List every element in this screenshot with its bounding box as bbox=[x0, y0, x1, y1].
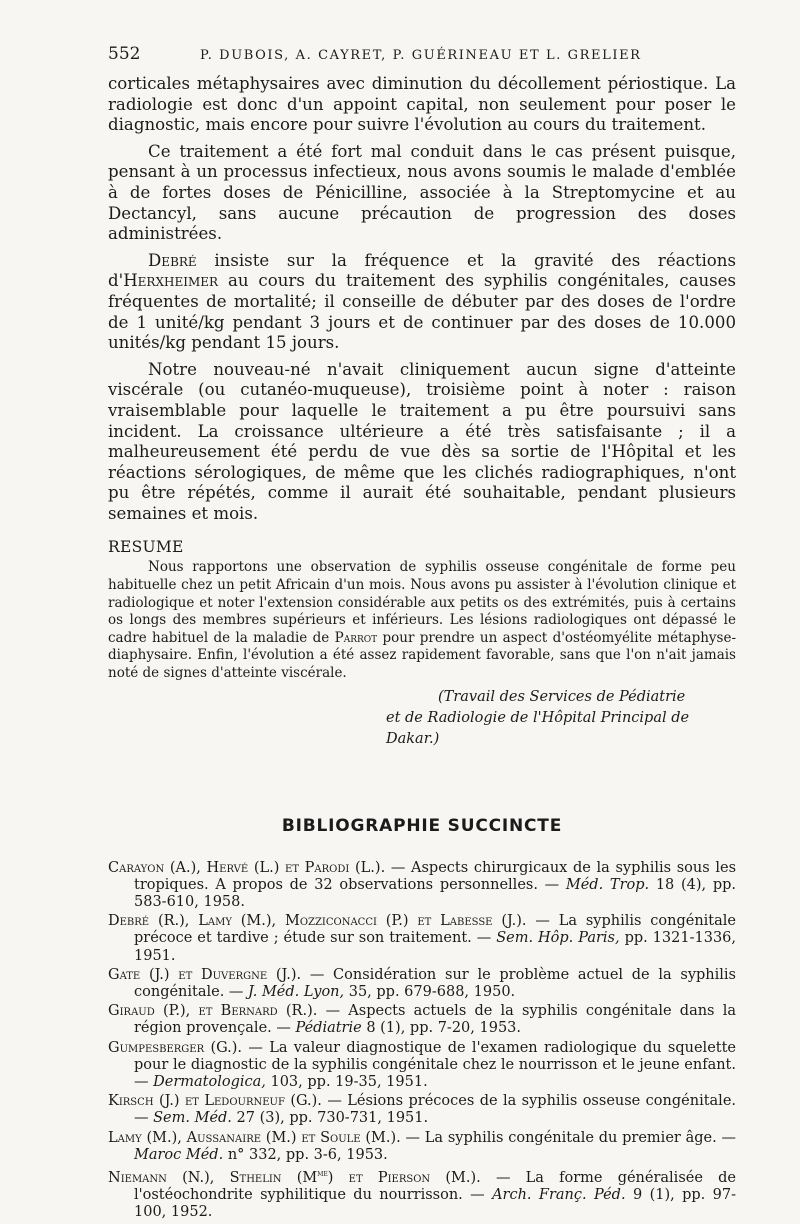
reference-item: Giraud (P.), et Bernard (R.). — Aspects actuels de la syphilis congénitale dans la région provençale. — Pédiatrie 8 (1), pp. 7-20, 1953. bbox=[108, 1003, 736, 1037]
bibliography-list bbox=[108, 860, 736, 1222]
reference-item: Debré (R.), Lamy (M.), Mozziconacci (P.) et Labesse (J.). — La syphilis congénitale précoce et tardive ; étude sur son traitement. — Sem. Hôp. Paris, pp. 1321-1336, 1951. bbox=[108, 913, 737, 964]
institution-credit: (Travail des Services de Pédiatrie et de Radiologie de l'Hôpital Principal de Dakar.) bbox=[386, 688, 690, 747]
page-header bbox=[108, 44, 736, 74]
resume-text: Nous rapportons une observation de syphilis osseuse congénitale de forme peu habituelle chez un petit Africain d'un mois. Nous avons pu assister à l'évolution clinique et radiologique et noter l'extension considérable aux petits os des extrémités, puis à certains os longs des membres supérieurs et inférieurs. Les lésions radiologiques ont dépassé le cadre habituel de la maladie de Parrot pour prendre un aspect d'ostéomyélite métaphyse-diaphysaire. Enfin, l'évolution a été assez rapidement favorable, sans que l'on n'ait jamais noté de signes d'atteinte viscérale. bbox=[108, 559, 737, 682]
journal-page bbox=[108, 44, 736, 1224]
reference-item: Carayon (A.), Hervé (L.) et Parodi (L.). — Aspects chirurgicaux de la syphilis sous les tropiques. A propos de 32 observations personnelles. — Méd. Trop. 18 (4), pp. 583-610, 1958. bbox=[108, 859, 737, 911]
eponym: Parrot bbox=[334, 629, 378, 646]
article-body bbox=[108, 74, 736, 524]
reference-item: Gate (J.) et Duvergne (J.). — Considération sur le problème actuel de la syphilis congénitale. — J. Méd. Lyon, 35, pp. 679-688, 1950. bbox=[108, 966, 736, 1001]
paragraph-3: Debré insiste sur la fréquence et la gravité des réactions d'Herxheimer au cours du traitement des syphilis congénitales, causes fréquentes de mortalité; il conseille de débuter par des doses de l'ordre de 1 unité/kg pendant 3 jours et de continuer par des doses de 10.000 unités/kg pendant 15 jours. bbox=[108, 250, 736, 353]
eponym: Herxheimer bbox=[123, 271, 219, 291]
paragraph-2: Ce traitement a été fort mal conduit dans le cas présent puisque, pensant à un processus infectieux, nous avons soumis le malade d'emblée à de fortes doses de Pénicilline, associée à la Streptomycine et au Dectancyl, sans aucune précaution de progression des doses administrées. bbox=[108, 141, 736, 244]
bibliography-title: BIBLIOGRAPHIE SUCCINCTE bbox=[281, 815, 563, 836]
reference-item: Gumpesberger (G.). — La valeur diagnostique de l'examen radiologique du squelette pour le diagnostic de la syphilis congénitale chez le nourrisson et le jeune enfant. — Dermatologica, 103, pp. 19-35, 1951. bbox=[108, 1039, 737, 1091]
page-number: 552 bbox=[108, 44, 141, 64]
reference-item: Kirsch (J.) et Ledourneuf (G.). — Lésions précoces de la syphilis osseuse congénitale. — Sem. Méd. 27 (3), pp. 730-731, 1951. bbox=[108, 1093, 737, 1127]
reference-item: Lamy (M.), Aussanaire (M.) et Soule (M.). — La syphilis congénitale du premier âge. — Maroc Méd. n° 332, pp. 3-6, 1953. bbox=[108, 1129, 736, 1163]
reference-item: Niemann (N.), Sthelin $(M^{me})$ et Pierson (M.). — La forme généralisée de l'ostéochondrite syphilitique du nourrisson. — Arch. Franç. Péd. 9 (1), pp. 97-100, 1952. bbox=[108, 1169, 737, 1221]
running-head: P. DUBOIS, A. CAYRET, P. GUÉRINEAU ET L. GRELIER bbox=[200, 48, 642, 63]
author-name: Debré bbox=[148, 250, 197, 270]
paragraph-4: Notre nouveau-né n'avait cliniquement aucun signe d'atteinte viscérale (ou cutanéo-muqueuse), troisième point à noter : raison vraisemblable pour laquelle le traitement a pu être poursuivi sans incident. La croissance ultérieure a été très satisfaisante ; il a malheureusement été perdu de vue dès sa sortie de l'Hôpital et les réactions sérologiques, de même que les clichés radiographiques, n'ont pu être répétés, comme il aurait été souhaitable, pendant plusieurs semaines et mois. bbox=[108, 359, 736, 523]
resume-heading: RESUME bbox=[108, 538, 184, 557]
paragraph-1: corticales métaphysaires avec diminution du décollement périostique. La radiologie est donc d'un appoint capital, non seulement pour poser le diagnostic, mais encore pour suivre l'évolution au cours du traitement. bbox=[108, 74, 736, 135]
